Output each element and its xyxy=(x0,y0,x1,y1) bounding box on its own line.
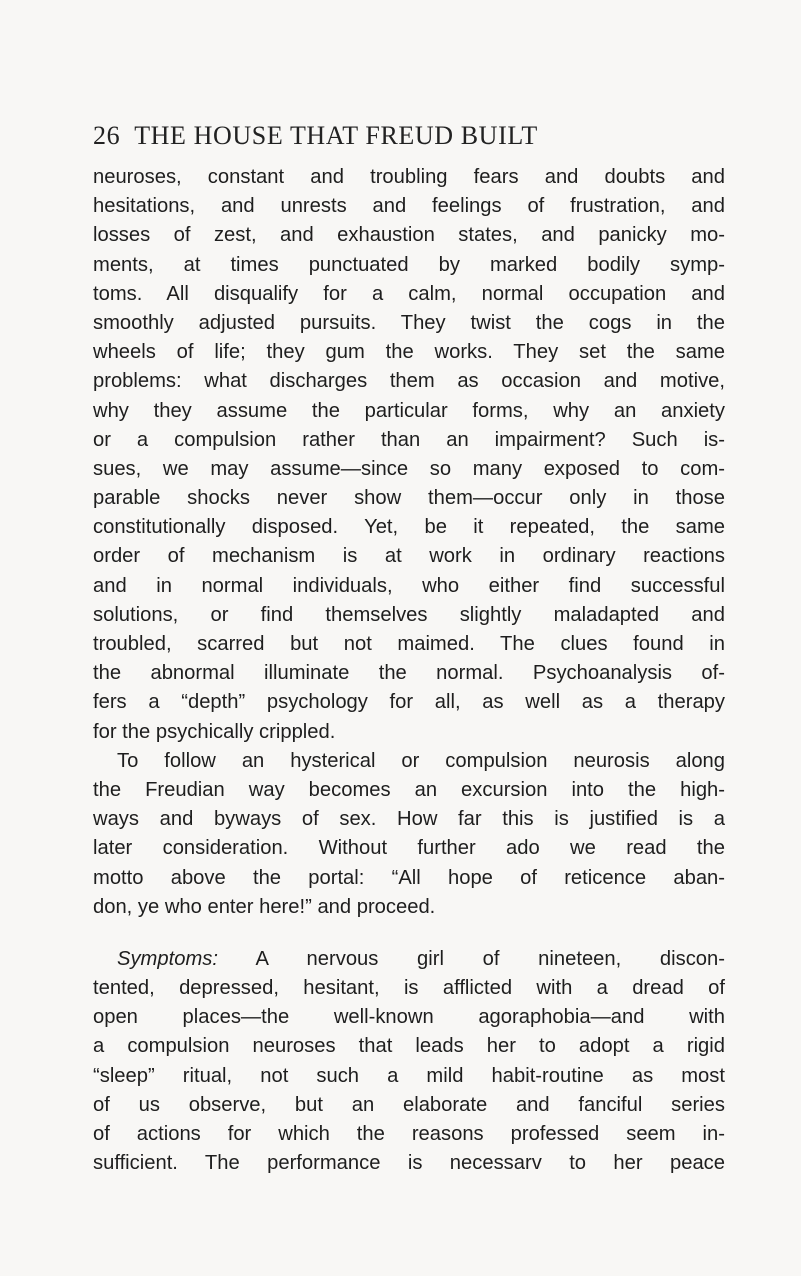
text-line: for the psychically crippled. xyxy=(93,720,336,743)
page-number: 26 xyxy=(93,121,121,150)
text-line: hesitations, and unrests and feelings of frustration, and xyxy=(93,195,725,218)
text-line: sues, we may assume—since so many exposed to com- xyxy=(93,457,725,480)
text-line: tented, depressed, hesitant, is afflicted with a dread of xyxy=(93,977,725,1000)
text-line: constitutionally disposed. Yet, be it repeated, the same xyxy=(93,516,725,539)
text-line: smoothly adjusted pursuits. They twist the cogs in the xyxy=(93,311,725,334)
text-line: a compulsion neuroses that leads her to adopt a rigid xyxy=(93,1035,725,1058)
text-line: ments, at times punctuated by marked bodily symp- xyxy=(93,253,725,276)
text-line: or a compulsion rather than an impairment? Such is- xyxy=(93,428,725,451)
paragraph-1 xyxy=(93,163,725,747)
text-line: ways and byways of sex. How far this is justified is a xyxy=(93,808,725,831)
body-text xyxy=(93,163,725,1178)
text-span: A nervous girl of nineteen, discon- xyxy=(255,947,725,970)
text-line: problems: what discharges them as occasion and motive, xyxy=(93,370,725,393)
text-line: the Freudian way becomes an excursion into the high- xyxy=(93,778,725,801)
symptoms-label: Symptoms: xyxy=(117,947,218,970)
paragraph-3 xyxy=(93,945,725,1179)
paragraph-gap xyxy=(93,922,725,945)
text-line: neuroses, constant and troubling fears and doubts and xyxy=(93,166,725,188)
text-line: order of mechanism is at work in ordinary reactions xyxy=(93,545,725,568)
text-line: open places—the well-known agoraphobia—and with xyxy=(93,1006,725,1029)
text-line: of actions for which the reasons professed seem in- xyxy=(93,1123,725,1145)
text-line: later consideration. Without further ado we read the xyxy=(93,837,725,860)
text-line: and in normal individuals, who either find successful xyxy=(93,574,725,597)
text-line: of us observe, but an elaborate and fanciful series xyxy=(93,1093,725,1116)
text-line: wheels of life; they gum the works. They set the same xyxy=(93,341,725,364)
text-line: parable shocks never show them—occur only in those xyxy=(93,487,725,510)
text-line: don, ye who enter here!” and proceed. xyxy=(93,895,436,918)
text-line: toms. All disqualify for a calm, normal occupation and xyxy=(93,282,725,305)
text-line: the abnormal illuminate the normal. Psychoanalysis of- xyxy=(93,662,725,685)
text-line: sufficient. The performance is necessarv to her peace xyxy=(93,1152,725,1175)
text-line: To follow an hysterical or compulsion neurosis along xyxy=(117,749,725,772)
running-title: THE HOUSE THAT FREUD BUILT xyxy=(134,121,538,150)
text-line: troubled, scarred but not maimed. The clues found in xyxy=(93,633,725,655)
paragraph-2 xyxy=(93,747,725,922)
running-header xyxy=(93,121,733,151)
text-line: motto above the portal: “All hope of reticence aban- xyxy=(93,866,725,889)
text-line: fers a “depth” psychology for all, as well as a therapy xyxy=(93,691,725,714)
text-line: why they assume the particular forms, why an anxiety xyxy=(93,399,725,422)
text-line: “sleep” ritual, not such a mild habit-routine as most xyxy=(93,1064,725,1087)
text-line xyxy=(93,945,725,974)
text-line: losses of zest, and exhaustion states, and panicky mo- xyxy=(93,224,725,247)
text-line: solutions, or find themselves slightly maladapted and xyxy=(93,603,725,626)
